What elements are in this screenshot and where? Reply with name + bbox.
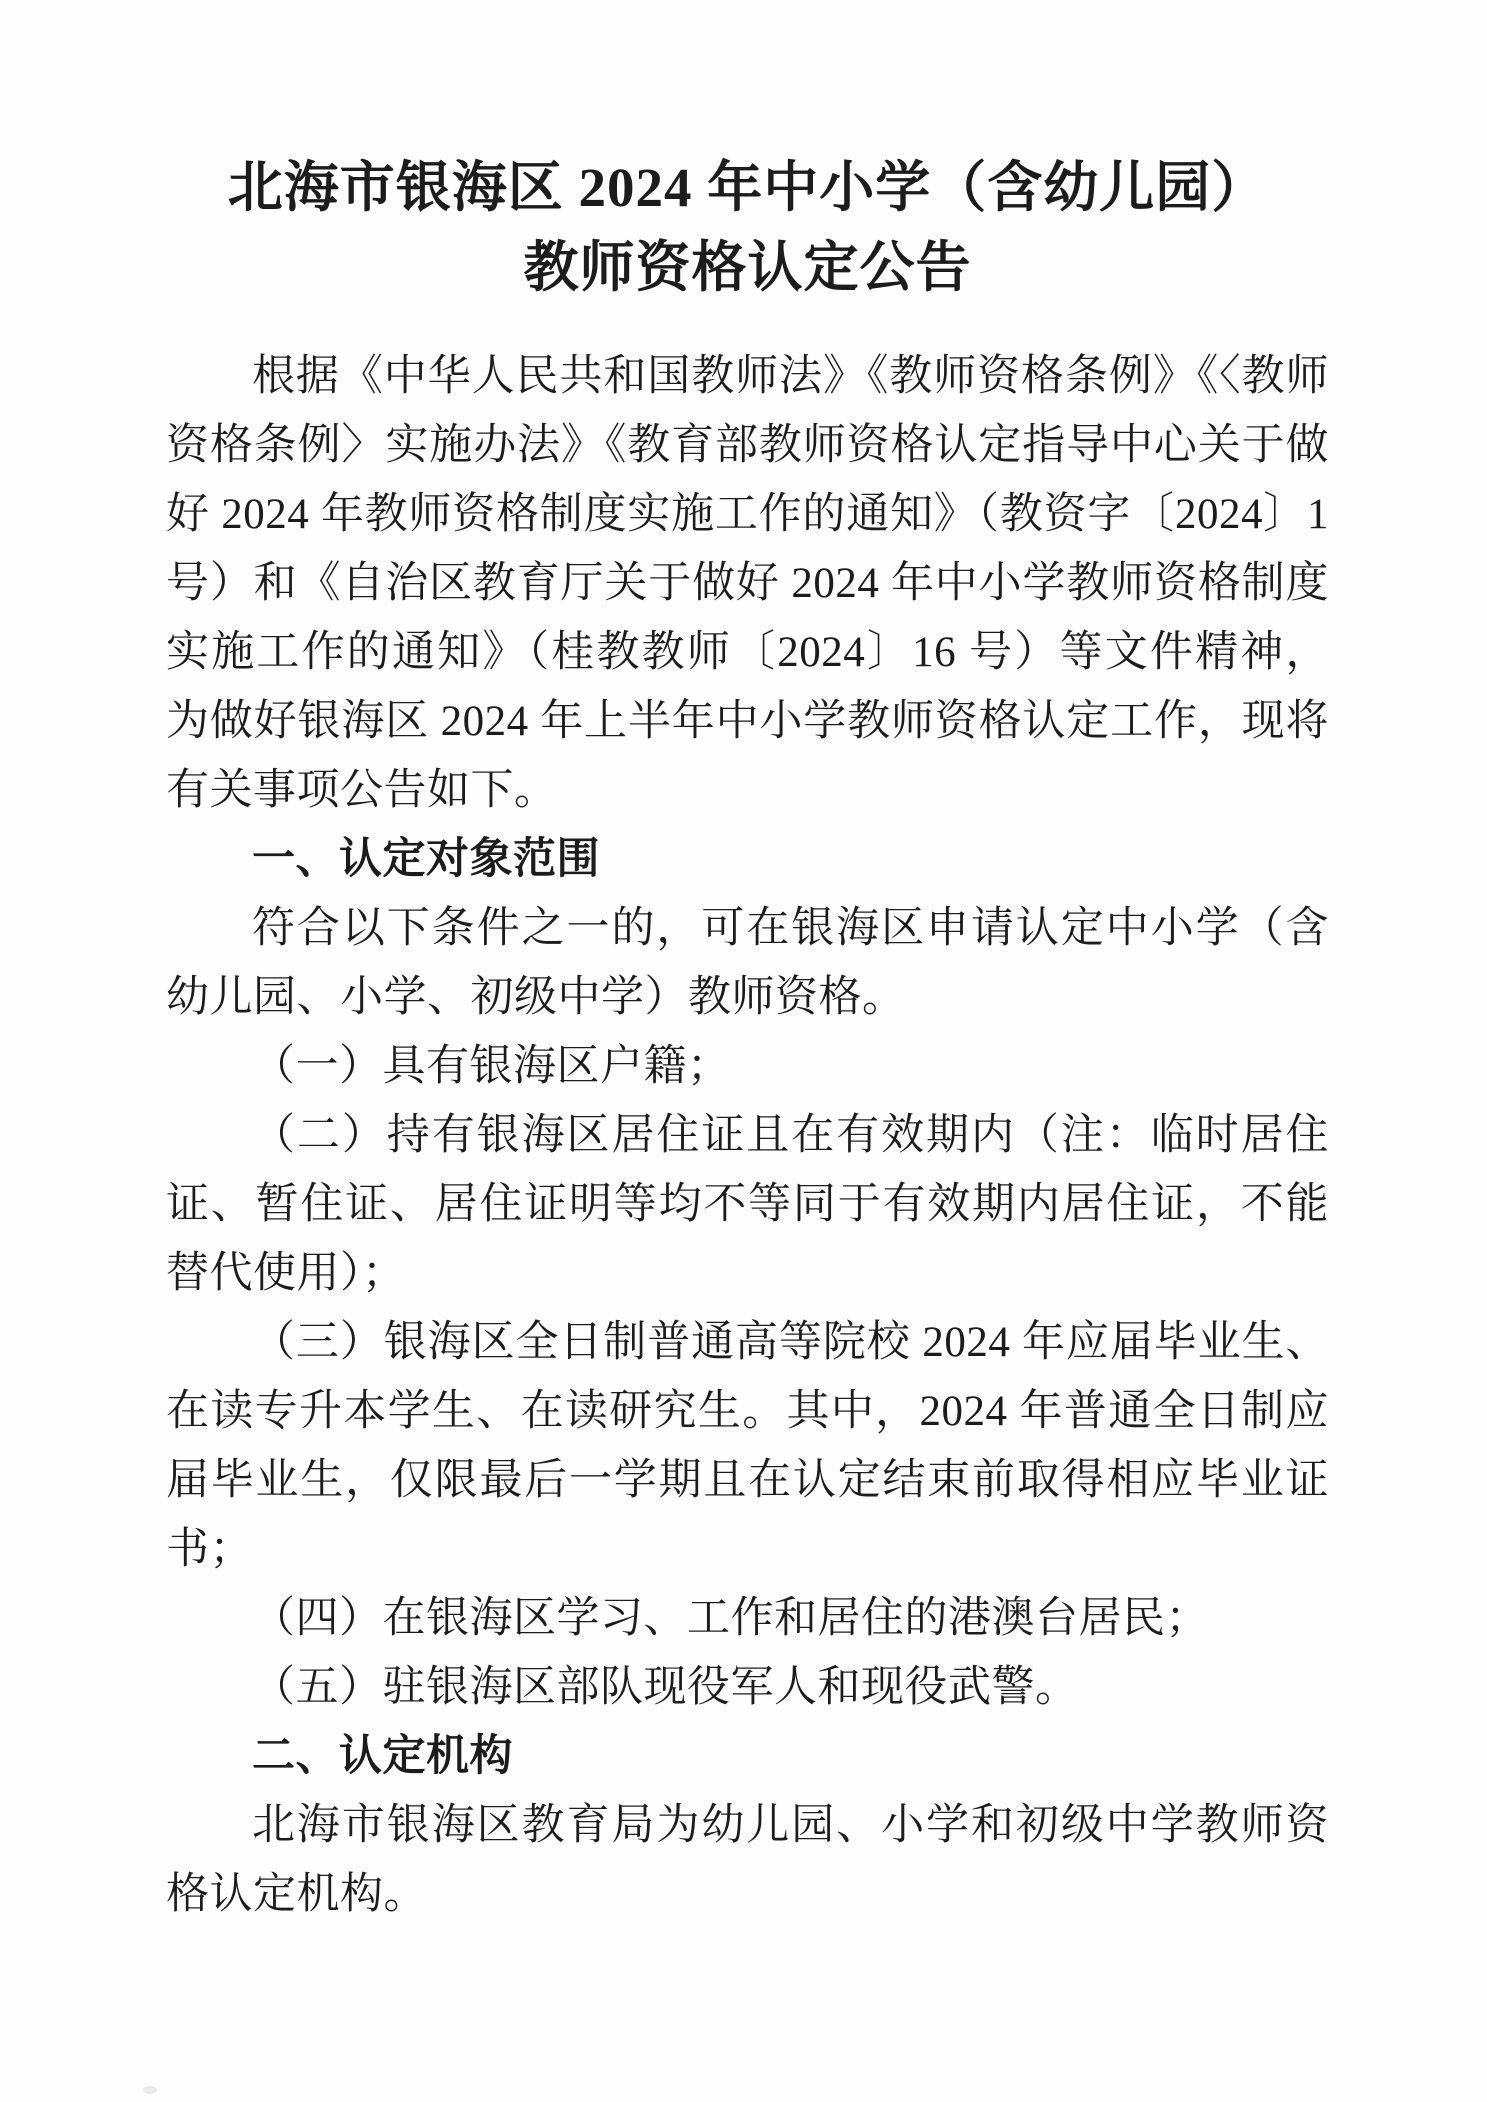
section-1-item-5: （五）驻银海区部队现役军人和现役武警。: [252, 1664, 1079, 1711]
document-title-line-1: 北海市银海区 2024 年中小学（含幼儿园）: [227, 157, 1268, 218]
section-1-intro: 符合以下条件之一的，可在银海区申请认定中小学（含幼儿园、小学、初级中学）教师资格。: [166, 905, 1329, 1021]
section-1-heading: 一、认定对象范围: [252, 835, 600, 883]
scan-artifact-dot: [143, 2086, 157, 2094]
section-1-item-2: （二）持有银海区居住证且在有效期内（注：临时居住证、暂住证、居住证明等均不等同于有效期内居住证，不能替代使用）；: [166, 1112, 1329, 1297]
document-body: [166, 342, 1329, 1929]
section-1-item-1: （一）具有银海区户籍；: [252, 1043, 731, 1090]
section-2-heading: 二、认定机构: [252, 1732, 513, 1780]
section-1-item-4: （四）在银海区学习、工作和居住的港澳台居民；: [252, 1595, 1209, 1642]
intro-paragraph: 根据《中华人民共和国教师法》《教师资格条例》《〈教师资格条例〉实施办法》《教育部教师资格认定指导中心关于做好 2024 年教师资格制度实施工作的通知》（教资字〔2024〕1 号）和《自治区教育厅关于做好 2024 年中小学教师资格制度实施工作的通知》（桂教教师〔2024〕16 号）等文件精神，为做好银海区 2024 年上半年中小学教师资格认定工作，现将有关事项公告如下。: [166, 353, 1329, 814]
document-title: [166, 148, 1329, 308]
section-1-item-3: （三）银海区全日制普通高等院校 2024 年应届毕业生、在读专升本学生、在读研究生。其中，2024 年普通全日制应届毕业生，仅限最后一学期且在认定结束前取得相应毕业证书；: [166, 1319, 1329, 1573]
document-title-line-2: 教师资格认定公告: [523, 237, 972, 298]
section-2-body: 北海市银海区教育局为幼儿园、小学和初级中学教师资格认定机构。: [166, 1802, 1329, 1918]
